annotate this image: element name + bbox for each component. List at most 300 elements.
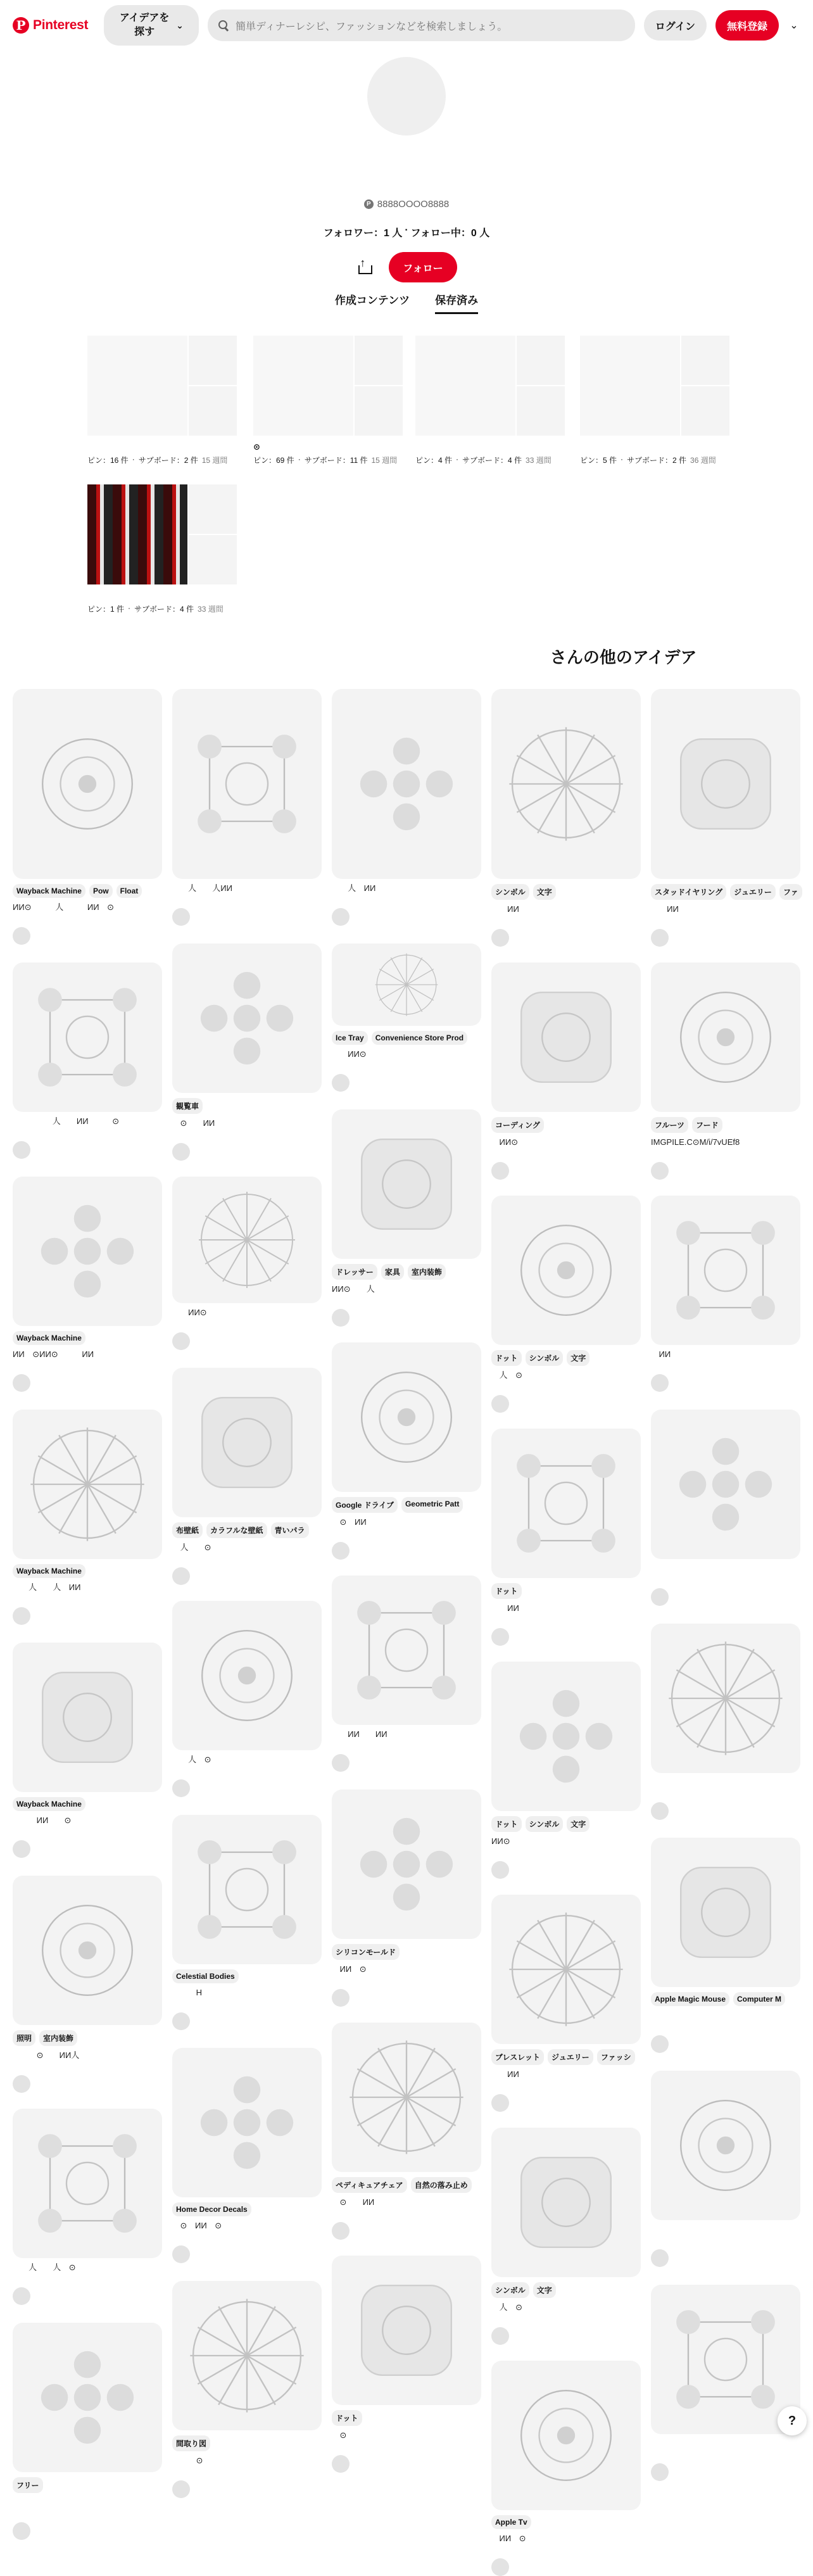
pin-tag[interactable]: Home Decor Decals [172,2202,251,2216]
pin-author[interactable] [651,2035,800,2053]
pin-author[interactable] [491,1395,641,1413]
board-meta [415,455,565,465]
pin-author-avatar [651,2463,669,2481]
pin-card[interactable] [491,1196,641,1413]
pin-tag[interactable]: 青いパラ [271,1522,309,1538]
pin-artwork [651,1838,800,1987]
pin-title [651,1777,800,1798]
pin-tag[interactable]: Wayback Machine [13,1564,85,1578]
pin-artwork [172,2281,322,2430]
pin-tag[interactable]: 家具 [381,1264,404,1280]
pin-title: ㅤㅤ人ㅤㅤ人ㅤИИㅤㅤ [13,1582,97,1592]
pin-tag[interactable]: ペディキュアチェア [332,2177,407,2193]
pin-author-avatar [491,1861,509,1879]
stats-separator: · [405,225,408,236]
pin-author[interactable] [651,2463,800,2481]
pin-artwork [332,1342,481,1492]
pin-card[interactable] [332,2023,481,2240]
pin-tag[interactable]: ブレスレット [491,2049,544,2065]
pin-tag[interactable]: 間取り図 [172,2435,210,2451]
pin-tag[interactable]: ファッシ [597,2049,635,2065]
pin-image[interactable] [651,689,800,879]
pin-author[interactable] [172,2480,322,2498]
pin-author[interactable] [651,1802,800,1820]
pin-title: ㅤㅤИИ⊙ㅤㅤ [332,1049,382,1059]
pin-card[interactable] [651,963,800,1180]
pin-tag[interactable]: Float [117,884,142,898]
tab-created[interactable]: 作成コンテンツ [334,294,410,306]
pin-card[interactable] [172,944,322,1161]
pin-image[interactable] [491,1196,641,1345]
pin-image[interactable] [491,2361,641,2510]
pin-tags [13,1564,162,1578]
pin-tag[interactable]: ドット [491,1583,522,1599]
pin-image[interactable] [651,2285,800,2434]
pin-author[interactable] [13,1840,162,1858]
pin-tags [332,1497,481,1513]
pin-card[interactable] [13,1643,162,1858]
pin-image[interactable] [332,2256,481,2405]
pin-title: ㅤ人ㅤㅤ⊙ㅤㅤ [172,1543,227,1552]
pin-tag[interactable]: フリー [13,2477,43,2493]
pin-card[interactable] [172,1177,322,1350]
pin-author[interactable] [13,1141,162,1159]
pin-tag[interactable]: フード [692,1117,722,1133]
pin-artwork [332,1575,481,1725]
pin-title [651,2010,800,2031]
pin-tags [13,884,162,898]
pin-card[interactable] [651,1838,800,2053]
pin-artwork [172,689,322,879]
followers-count[interactable]: フォロワー：1 人 [323,228,403,239]
pin-tags [491,2049,641,2065]
board-meta-separator: · [298,455,301,464]
pin-tag[interactable]: 文字 [533,2282,556,2298]
pin-card[interactable] [651,1196,800,1392]
board-age: 15 週間 [201,456,228,465]
pin-image[interactable] [491,2128,641,2277]
pin-author-name: ㅤㅤㅤㅤ [513,2099,543,2108]
pin-tag[interactable]: ドット [332,2410,362,2426]
pin-image[interactable] [651,1410,800,1559]
profile-stats [324,225,489,239]
pin-tag[interactable]: Apple Magic Mouse [651,1992,729,2006]
pin-author-avatar [651,1588,669,1606]
pin-tag[interactable]: フルーツ [651,1117,688,1133]
pin-tags [491,1816,641,1832]
pin-author[interactable] [13,1374,162,1392]
pin-card[interactable] [172,1368,322,1585]
pin-image[interactable] [172,1601,322,1750]
pin-title: ㅤИИㅤ⊙ㅤㅤ [332,1964,382,1974]
pin-author[interactable] [491,929,641,947]
board-cover [87,484,237,584]
pin-tag[interactable]: カラフルな壁紙 [206,1522,267,1538]
pin-card[interactable] [172,1815,322,2030]
pin-author-avatar [491,2094,509,2112]
board-cover [253,336,403,436]
pin-author[interactable] [332,1074,481,1092]
pin-card[interactable] [13,1177,162,1392]
follow-button[interactable]: フォロー [389,252,457,282]
explore-ideas-label: アイデアを探す [119,13,170,37]
pin-author[interactable] [13,927,162,945]
pin-card[interactable] [13,1876,162,2093]
pin-card[interactable] [491,689,641,947]
pin-card[interactable] [332,1342,481,1560]
board-card[interactable] [87,336,237,465]
explore-ideas-button[interactable] [104,5,199,46]
pin-author[interactable] [651,2249,800,2267]
pin-tags [172,1522,322,1538]
pin-tag[interactable]: Convenience Store Prod [372,1031,467,1045]
pin-artwork [651,2285,800,2434]
pin-author-avatar [172,1779,190,1797]
pin-image[interactable] [332,2023,481,2172]
board-cover [415,336,565,436]
pin-author-name: ㅤㅤㅤ [672,1166,695,1176]
pin-author[interactable] [13,2075,162,2093]
board-age: 33 週間 [526,456,551,465]
pin-artwork [13,689,162,879]
pin-tag[interactable]: Wayback Machine [13,1797,85,1811]
pin-card[interactable] [332,1109,481,1327]
pinterest-logo[interactable] [13,17,95,34]
pin-tag[interactable]: 室内装飾 [408,1264,446,1280]
share-icon[interactable] [356,259,372,275]
pin-tag[interactable]: 文字 [567,1350,589,1366]
pin-author-name: ㅤㅤㅤㅤㅤ [353,1993,390,2003]
pin-artwork [651,1196,800,1345]
pin-tag[interactable]: 布壁紙 [172,1522,203,1538]
pin-author-avatar [651,2035,669,2053]
pin-image[interactable] [651,1624,800,1773]
pin-author-name: ㅤㅤㅤㅤ [513,933,543,943]
pin-author[interactable] [332,908,481,926]
pin-author[interactable] [13,2522,162,2540]
pin-card[interactable] [651,689,800,947]
help-button[interactable]: ? [778,2406,807,2435]
pin-artwork [332,2023,481,2172]
pin-image[interactable] [491,689,641,879]
pin-tag[interactable]: Wayback Machine [13,884,85,898]
board-title: ㅤ [87,593,96,602]
pin-card[interactable] [651,2071,800,2267]
pin-image[interactable] [491,1895,641,2044]
pin-author[interactable] [491,1162,641,1180]
pin-image[interactable] [13,963,162,1112]
logo-text: Pinterest [33,18,89,32]
pin-author-avatar [13,1607,30,1625]
login-button[interactable]: ログイン [644,10,707,41]
pin-image[interactable] [332,944,481,1026]
pin-tag[interactable]: シンボル [526,1816,564,1832]
pin-card[interactable] [172,1601,322,1797]
pin-image[interactable] [651,1838,800,1987]
pin-tag[interactable]: 室内装飾 [39,2030,77,2046]
pin-tag[interactable]: Computer M [733,1992,785,2006]
pin-tags [172,2202,322,2216]
pin-card[interactable] [13,1410,162,1625]
pin-author[interactable] [651,1374,800,1392]
board-card[interactable] [580,336,729,465]
pin-card[interactable] [491,2128,641,2345]
pin-author-name: ㅤㅤㅤㅤㅤㅤㅤㅤ [194,912,253,922]
board-pin-count: ピン：1 件 [87,605,125,614]
pin-tag[interactable]: Google ドライブ [332,1497,398,1513]
pin-title: ㅤ人ㅤ⊙ㅤ [491,2302,531,2312]
pin-image[interactable] [13,2109,162,2258]
board-card[interactable] [87,484,237,614]
more-ideas-title: ㅤㅤㅤㅤㅤㅤㅤㅤㅤㅤㅤㅤㅤㅤㅤㅤㅤㅤㅤㅤㅤㅤㅤㅤㅤㅤㅤ さんの他のアイデア [116,648,697,667]
pin-title: ИИ⊙ㅤㅤ [491,1836,526,1846]
pinterest-small-icon: P [364,199,374,209]
pin-title: ㅤ人ㅤ⊙ㅤ [491,1370,531,1380]
pin-tag[interactable]: 自然の落み止め [411,2177,472,2193]
pin-artwork [13,2109,162,2258]
pin-author[interactable] [13,1607,162,1625]
board-card[interactable] [253,336,403,465]
pin-title: ㅤㅤ人ㅤИИㅤ [332,883,384,893]
pin-tags [491,1583,641,1599]
board-cover-image [87,336,187,436]
pin-title: ИИ⊙ㅤㅤㅤ人ㅤㅤㅤИИㅤ⊙ㅤㅤ [13,902,130,912]
pin-tag[interactable]: ドット [491,1350,522,1366]
board-cover-side [517,336,565,436]
pin-image[interactable] [172,2281,322,2430]
pin-tag[interactable]: シリコンモールド [332,1944,400,1960]
pin-author[interactable] [172,2012,322,2030]
pin-author-avatar [491,929,509,947]
search-bar[interactable] [208,9,635,41]
pin-author-name: ㅤㅤㅤㅤㅤㅤㅤㅤㅤ [34,2080,101,2089]
pin-author[interactable] [332,1542,481,1560]
pin-image[interactable] [332,1342,481,1492]
pin-title: ИИ⊙ㅤㅤ人ㅤ [332,1284,383,1294]
pin-image[interactable] [172,1368,322,1517]
board-pin-count: ピン：69 件 [253,456,294,465]
board-age: 33 週間 [198,605,224,614]
pin-author-name: ㅤㅤㅤㅤㅤ [353,1313,390,1323]
pin-tag[interactable]: スタッドイヤリング [651,884,726,900]
profile-handle-row [364,199,449,210]
pin-card[interactable] [172,689,322,926]
pin-tags [13,2030,162,2046]
pin-image[interactable] [332,1109,481,1259]
pin-image[interactable] [332,689,481,879]
pin-artwork [332,689,481,879]
board-cover [580,336,729,436]
pin-tags [651,1992,800,2006]
pin-tag[interactable]: Apple Tv [491,2515,531,2529]
pin-tag[interactable]: Geometric Patt [401,1497,463,1513]
profile-handle: 8888OOOO8888 [377,199,450,210]
pin-image[interactable] [13,1177,162,1326]
pin-card[interactable] [13,689,162,945]
search-input[interactable]: 簡単ディナーレシピ、ファッションなどを検索しましょう。 [236,21,508,32]
pin-card[interactable] [491,2361,641,2576]
pin-card[interactable] [13,2323,162,2540]
pin-tag[interactable]: 文字 [567,1816,589,1832]
pin-tags [491,1117,641,1133]
pin-author[interactable] [13,2287,162,2305]
pin-author[interactable] [332,1989,481,2007]
search-icon [218,20,229,31]
pin-tag[interactable]: Wayback Machine [13,1331,85,1345]
pin-card[interactable] [13,963,162,1159]
pin-card[interactable] [651,1624,800,1820]
pin-author[interactable] [332,2455,481,2473]
pin-author[interactable] [172,1332,322,1350]
pin-author[interactable] [491,1861,641,1879]
pin-title: ㅤㅤИИㅤㅤИИ [332,1729,388,1739]
board-section-count: サブボード：4 件 [462,456,522,465]
pin-tags [332,1264,481,1280]
pin-tag[interactable]: 照明 [13,2030,35,2046]
pin-artwork [13,1177,162,1326]
pin-author[interactable] [172,1143,322,1161]
following-count[interactable]: フォロー中：0 人 [410,228,490,239]
pin-card[interactable] [651,2285,800,2481]
pin-author[interactable] [172,1567,322,1585]
pin-card[interactable] [172,2281,322,2498]
pin-tag[interactable]: 観覧車 [172,1098,203,1114]
pin-image[interactable] [13,1643,162,1792]
pin-tag[interactable]: Ice Tray [332,1031,368,1045]
pin-author[interactable] [651,1588,800,1606]
pin-tag[interactable]: ドレッサー [332,1264,377,1280]
pin-card[interactable] [332,689,481,926]
board-cover-side [189,484,237,584]
pin-tags [13,2477,162,2493]
pin-image[interactable] [491,1662,641,1811]
pin-author[interactable] [491,2327,641,2345]
pin-tag[interactable]: Pow [89,884,113,898]
pin-tag[interactable]: Celestial Bodies [172,1969,239,1983]
pin-tag[interactable]: コーディング [491,1117,544,1133]
pin-tag[interactable]: ファ [779,884,802,900]
pin-image[interactable] [13,689,162,879]
pin-author-name: ㅤㅤㅤㅤㅤ [353,1078,390,1088]
tab-saved[interactable]: 保存済み [435,291,478,314]
pin-title: ㅤㅤㅤHㅤㅤㅤ [172,1988,226,1997]
pin-title: ㅤㅤㅤ⊙ㅤㅤ [172,2456,219,2465]
pin-author-avatar [332,1074,350,1092]
pin-card[interactable] [491,963,641,1180]
pin-author[interactable] [651,1162,800,1180]
profile-actions [356,252,457,282]
pin-tag[interactable]: ドット [491,1816,522,1832]
pin-author-name: ㅤㅤㅤㅤㅤㅤㅤㅤㅤ [34,1612,101,1621]
pin-image[interactable] [172,944,322,1093]
pin-author-avatar [13,1840,30,1858]
pin-tag[interactable]: ジュエリー [548,2049,593,2065]
pin-tag[interactable]: シンボル [491,2282,529,2298]
pin-tags [491,1350,641,1366]
signup-button[interactable]: 無料登録 [715,10,779,41]
pin-card[interactable] [332,944,481,1092]
pin-card[interactable] [13,2109,162,2305]
profile-name: ㅤㅤㅤㅤㅤㅤㅤㅤㅤㅤㅤㅤㅤㅤㅤㅤㅤㅤㅤㅤㅤㅤㅤㅤㅤㅤㅤ [158,164,655,185]
pin-tag[interactable]: 文字 [533,884,556,900]
pin-card[interactable] [651,1410,800,1606]
pin-author-avatar [13,927,30,945]
pin-tag[interactable]: ジュエリー [730,884,776,900]
pin-author[interactable] [332,1309,481,1327]
pin-tags [13,1797,162,1811]
pin-author[interactable] [332,2222,481,2240]
pin-card[interactable] [332,1575,481,1772]
pin-image[interactable] [332,1790,481,1939]
pin-author[interactable] [491,2094,641,2112]
pin-author-name: ㅤㅤㅤㅤㅤㅤ [194,1784,238,1793]
pin-author-avatar [491,1628,509,1646]
pin-image[interactable] [651,1196,800,1345]
pin-title: ㅤㅤИИ⊙ㅤㅤ [172,1308,223,1317]
pin-tags [491,884,641,900]
pin-artwork [172,944,322,1093]
pin-card[interactable] [332,2256,481,2473]
pin-author[interactable] [172,2245,322,2263]
pin-author-name: ㅤㅤㅤㅤㅤㅤㅤㅤ [34,2292,93,2301]
pin-card[interactable] [491,1429,641,1646]
pin-author[interactable] [491,2558,641,2576]
pin-image[interactable] [172,689,322,879]
pin-image[interactable] [172,1815,322,1964]
pin-author[interactable] [172,908,322,926]
profile-section [0,57,813,282]
pin-image[interactable] [332,1575,481,1725]
pin-author-name: ㅤㅤㅤㅤ [353,2459,383,2469]
pin-title: ㅤ⊙ㅤㅤИИㅤ [332,2197,382,2207]
pin-image[interactable] [13,2323,162,2472]
pin-author-name: ㅤㅤㅤㅤㅤㅤㅤ [194,1147,246,1157]
pin-author[interactable] [172,1779,322,1797]
pin-artwork [491,2128,641,2277]
pin-tag[interactable]: シンボル [491,884,529,900]
pin-author-name: ㅤㅤㅤ [513,2332,535,2341]
pin-author[interactable] [332,1754,481,1772]
pin-image[interactable] [491,1429,641,1578]
pin-author[interactable] [651,929,800,947]
pin-image[interactable] [172,2048,322,2197]
pin-author[interactable] [491,1628,641,1646]
pin-author-avatar [172,2480,190,2498]
pin-card[interactable] [172,2048,322,2263]
pin-image[interactable] [651,2071,800,2220]
more-chevron-icon[interactable]: ⌄ [790,20,798,31]
top-header [0,0,813,51]
pin-artwork [651,689,800,879]
pin-artwork [13,963,162,1112]
pin-image[interactable] [651,963,800,1112]
pin-tags [13,1331,162,1345]
pin-tag[interactable]: シンボル [526,1350,564,1366]
pin-author-name: ㅤㅤㅤ [513,2563,535,2572]
pin-card[interactable] [491,1895,641,2112]
board-card[interactable] [415,336,565,465]
pin-author-avatar [13,1374,30,1392]
pin-image[interactable] [491,963,641,1112]
pin-author-avatar [651,1802,669,1820]
pin-card[interactable] [332,1790,481,2007]
pin-title: ㅤ⊙ㅤㅤㅤㅤ [332,2430,379,2440]
pin-image[interactable] [13,1410,162,1559]
pin-card[interactable] [491,1662,641,1879]
profile-avatar [367,57,446,136]
pin-image[interactable] [172,1177,322,1303]
pin-image[interactable] [13,1876,162,2025]
